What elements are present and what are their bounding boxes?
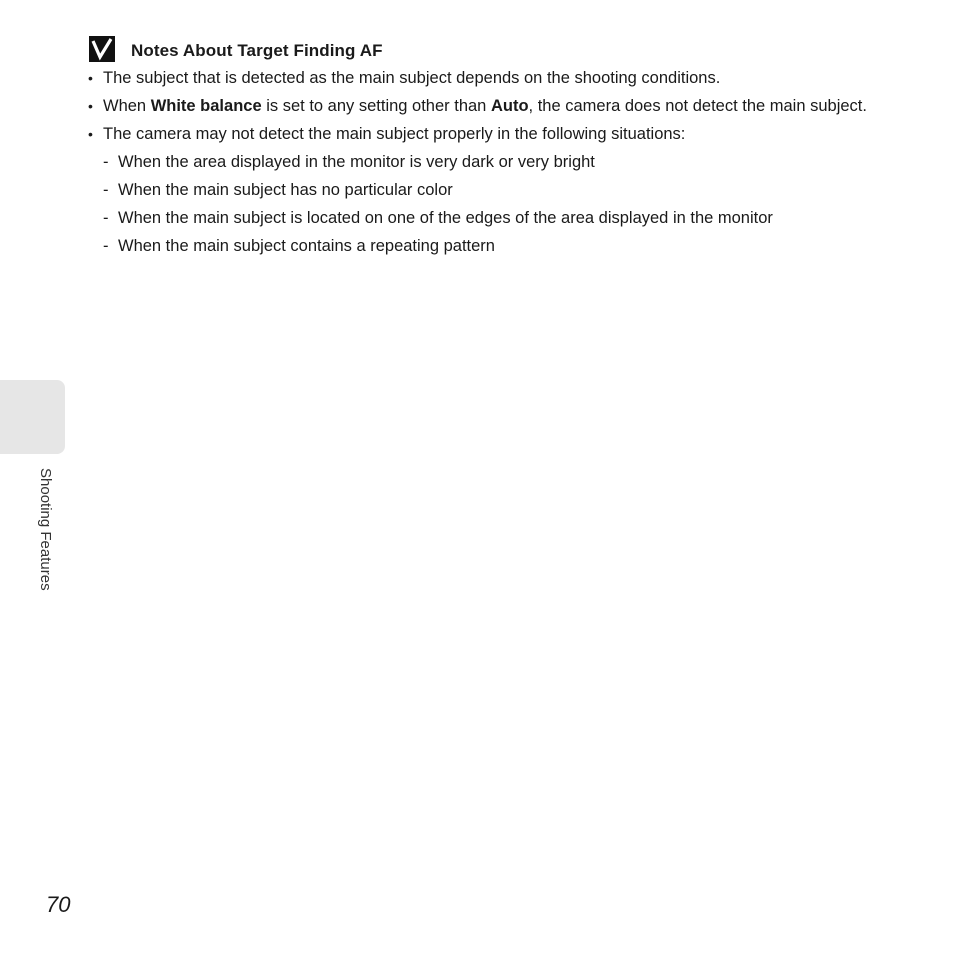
auto-term: Auto xyxy=(490,97,529,115)
section-tab xyxy=(0,380,65,454)
sub-list-item xyxy=(103,178,888,202)
note-title: Notes About Target Finding AF xyxy=(131,40,383,60)
bullet-icon: • xyxy=(88,70,93,86)
white-balance-term: White balance xyxy=(150,97,262,115)
sub-item-text: When the main subject is located on one of the edges of the area displayed in the monitor xyxy=(118,209,773,227)
check-note-icon xyxy=(88,35,116,63)
bullet-text-mid: is set to any setting other than xyxy=(261,97,491,115)
dash-marker: - xyxy=(103,181,109,199)
sub-item-text: When the main subject contains a repeating pattern xyxy=(118,237,495,255)
note-header xyxy=(88,33,383,65)
sub-list-item xyxy=(103,150,888,174)
list-item xyxy=(88,66,888,90)
bullet-text-post: , the camera does not detect the main subject. xyxy=(528,97,867,115)
dash-marker: - xyxy=(103,209,109,227)
bullet-text-pre: When xyxy=(103,97,151,115)
situations-list xyxy=(103,150,888,258)
sub-item-text: When the area displayed in the monitor is very dark or very bright xyxy=(118,153,595,171)
list-item xyxy=(88,94,888,118)
notes-list xyxy=(88,66,888,262)
sub-list-item xyxy=(103,234,888,258)
dash-marker: - xyxy=(103,237,109,255)
dash-marker: - xyxy=(103,153,109,171)
page-number: 70 xyxy=(46,892,71,917)
bullet-text: The subject that is detected as the main subject depends on the shooting conditions. xyxy=(103,69,721,87)
bullet-icon: • xyxy=(88,98,93,114)
sub-item-text: When the main subject has no particular color xyxy=(118,181,453,199)
sub-list-item xyxy=(103,206,888,230)
list-item xyxy=(88,122,888,258)
bullet-icon: • xyxy=(88,126,93,142)
bullet-text: The camera may not detect the main subject properly in the following situations: xyxy=(103,125,686,143)
section-tab-label: Shooting Features xyxy=(37,468,54,591)
